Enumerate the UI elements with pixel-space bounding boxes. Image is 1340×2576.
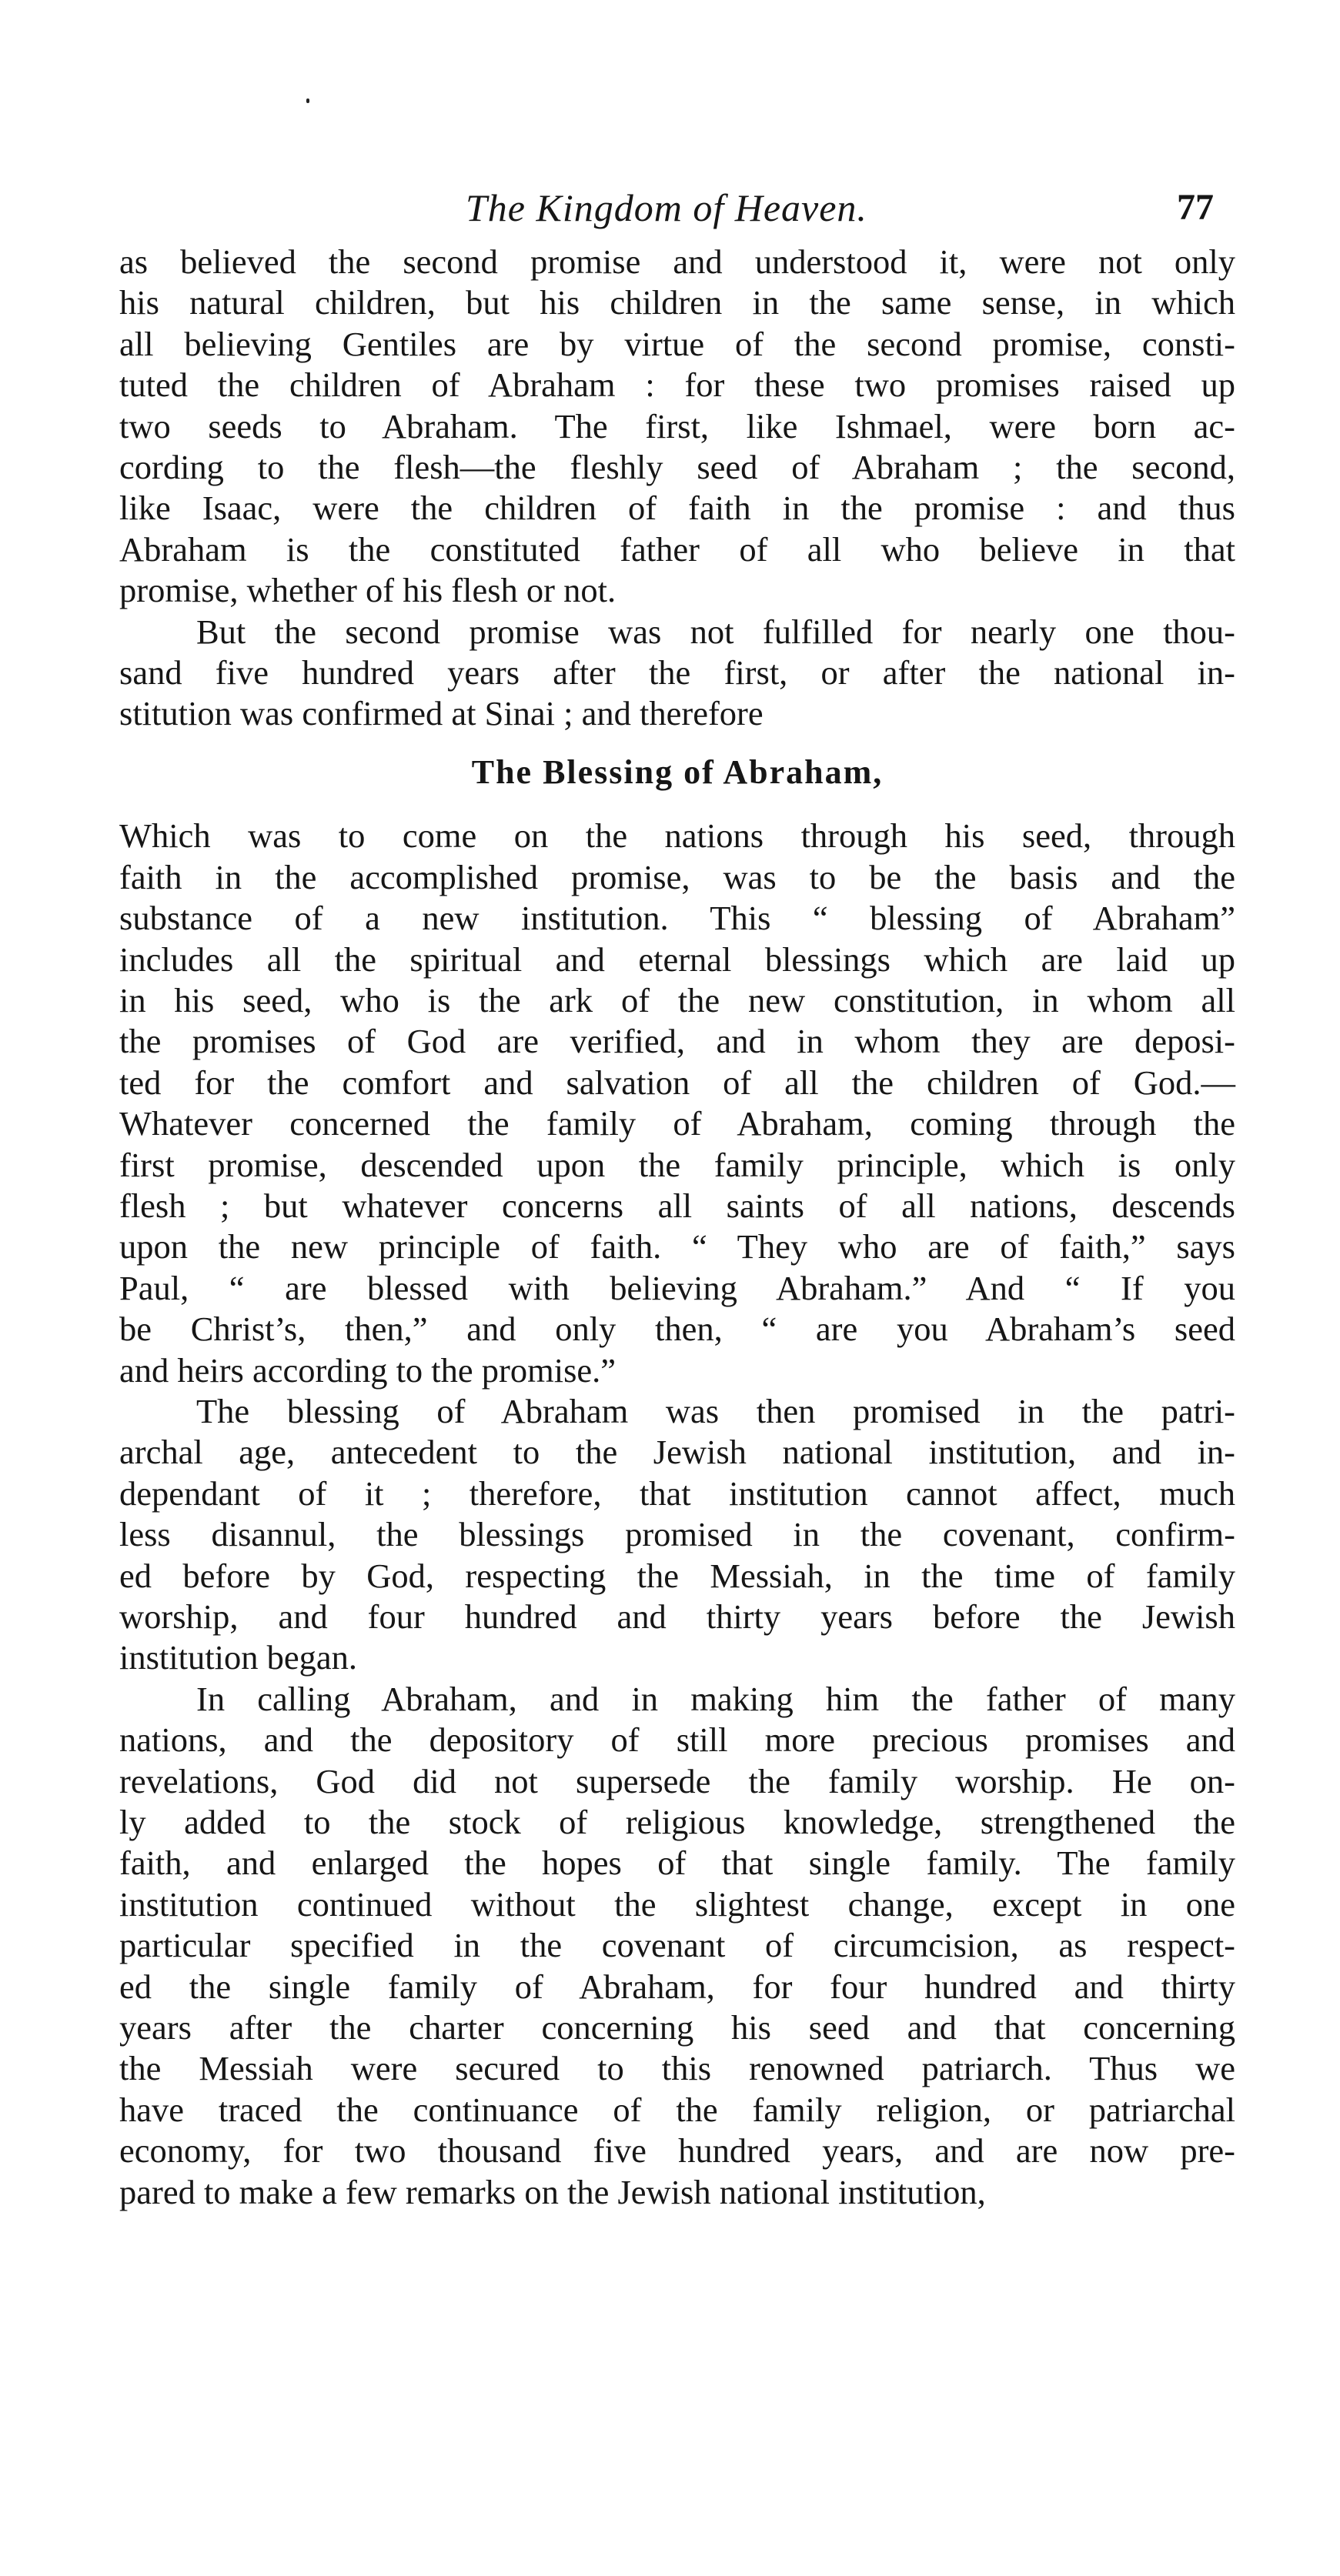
running-title: The Kingdom of Heaven.	[466, 186, 867, 229]
body-text-after-heading	[119, 816, 1235, 2213]
text-line: years after the charter concerning his seed and that concerning	[119, 2008, 1235, 2047]
text-line: upon the new principle of faith. “ They who are of faith,” says	[119, 1227, 1235, 1266]
text-line: Abraham is the constituted father of all who believe in that	[119, 529, 1235, 569]
text-line: dependant of it ; therefore, that institution cannot affect, much	[119, 1473, 1235, 1513]
running-head	[119, 185, 1235, 231]
text-line: institution continued without the slightest change, except in one	[119, 1884, 1235, 1924]
text-line: particular specified in the covenant of circumcision, as respect-	[119, 1926, 1235, 1965]
paragraph	[119, 816, 1235, 1391]
text-line: revelations, God did not supersede the family worship. He on-	[119, 1761, 1235, 1800]
text-line: ly added to the stock of religious knowledge, strengthened the	[119, 1803, 1235, 1842]
text-line: flesh ; but whatever concerns all saints of all nations, descends	[119, 1186, 1235, 1225]
text-line: ted for the comfort and salvation of all the children of God.—	[119, 1063, 1235, 1102]
text-line: the Messiah were secured to this renowned patriarch. Thus we	[119, 2049, 1235, 2088]
text-line: The blessing of Abraham was then promised in the patri-	[196, 1391, 1235, 1430]
text-line: nations, and the depository of still more precious promises and	[119, 1720, 1235, 1760]
text-line: archal age, antecedent to the Jewish national institution, and in-	[119, 1433, 1235, 1472]
text-line: have traced the continuance of the family religion, or patriarchal	[119, 2090, 1235, 2129]
text-line: Paul, “ are blessed with believing Abraham.” And “ If you	[119, 1268, 1235, 1307]
text-line: as believed the second promise and understood it, were not only	[119, 242, 1235, 281]
paragraph	[119, 242, 1235, 612]
text-line: faith, and enlarged the hopes of that single family. The family	[119, 1844, 1235, 1883]
text-line: faith in the accomplished promise, was to be the basis and the	[119, 857, 1235, 896]
text-line: stitution was confirmed at Sinai ; and therefore	[119, 694, 764, 733]
text-line: ed the single family of Abraham, for four hundred and thirty	[119, 1967, 1235, 2006]
text-line: ed before by God, respecting the Messiah, in the time of family	[119, 1556, 1235, 1595]
paragraph	[119, 612, 1235, 735]
text-line: Whatever concerned the family of Abraham, coming through the	[119, 1104, 1235, 1143]
text-line: worship, and four hundred and thirty years before the Jewish	[119, 1597, 1235, 1636]
text-line: includes all the spiritual and eternal blessings which are laid up	[119, 939, 1235, 979]
text-line: like Isaac, were the children of faith in the promise : and thus	[119, 489, 1235, 528]
text-line: But the second promise was not fulfilled for nearly one thou-	[196, 612, 1235, 651]
text-line: promise, whether of his flesh or not.	[119, 571, 617, 610]
text-line: cording to the flesh—the fleshly seed of Abraham ; the second,	[119, 448, 1235, 487]
text-line: in his seed, who is the ark of the new constitution, in whom all	[119, 980, 1235, 1019]
text-line: his natural children, but his children in the same sense, in which	[119, 283, 1235, 322]
paragraph	[119, 1679, 1235, 2213]
paragraph	[119, 1391, 1235, 1679]
text-line: sand five hundred years after the first, or after the national in-	[119, 653, 1235, 692]
text-line: two seeds to Abraham. The first, like Ishmael, were born ac-	[119, 406, 1235, 445]
section-heading: The Blessing of Abraham,	[471, 752, 884, 791]
book-page	[119, 185, 1235, 2213]
text-line: less disannul, the blessings promised in the covenant, confirm-	[119, 1515, 1235, 1554]
text-line: the promises of God are verified, and in whom they are deposi-	[119, 1022, 1235, 1061]
text-line: first promise, descended upon the family principle, which is only	[119, 1145, 1235, 1184]
text-line: substance of a new institution. This “ blessing of Abraham”	[119, 899, 1235, 938]
text-line: In calling Abraham, and in making him the father of many	[196, 1679, 1235, 1718]
text-line: tuted the children of Abraham : for these two promises raised up	[119, 365, 1235, 405]
text-line: Which was to come on the nations through his seed, through	[119, 816, 1235, 856]
text-line: be Christ’s, then,” and only then, “ are you Abraham’s seed	[119, 1310, 1235, 1349]
body-text-before-heading	[119, 242, 1235, 735]
text-line: and heirs according to the promise.”	[119, 1350, 617, 1390]
page-number: 77	[1177, 187, 1214, 228]
text-line: all believing Gentiles are by virtue of the second promise, consti-	[119, 324, 1235, 363]
text-line: pared to make a few remarks on the Jewish national institution,	[119, 2172, 986, 2211]
print-speck	[306, 98, 309, 103]
text-line: economy, for two thousand five hundred years, and are now pre-	[119, 2131, 1235, 2171]
text-line: institution began.	[119, 1638, 358, 1677]
